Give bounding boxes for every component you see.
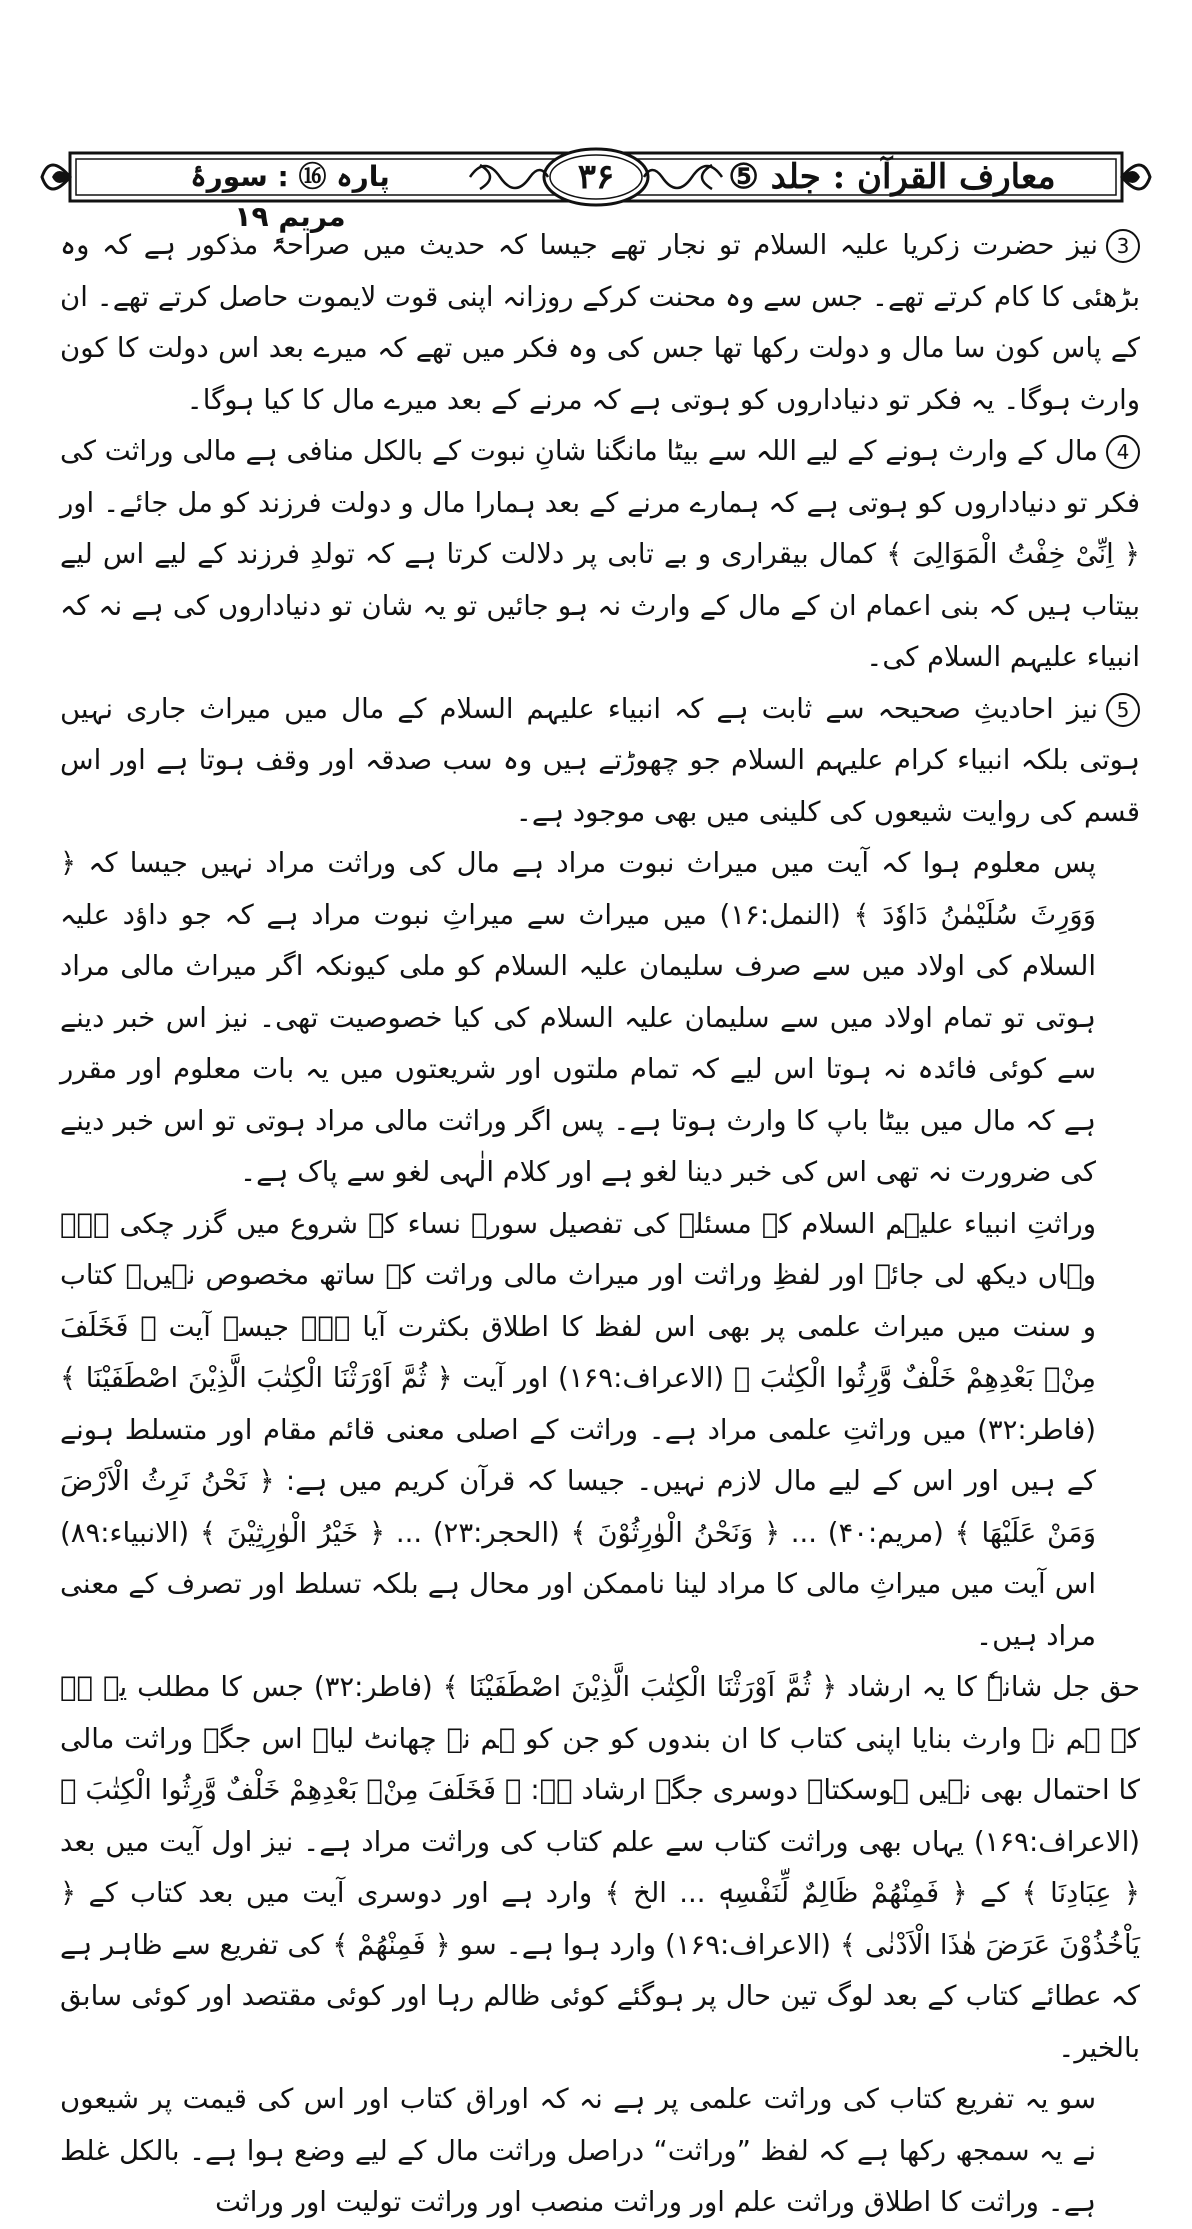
paragraph [60, 1199, 1140, 1663]
paragraph-text: مال کے وارث ہونے کے لیے اللہ سے بیٹا مانگنا شانِ نبوت کے بالکل منافی ہے مالی وراثت کی فکر تو دنیاداروں کو ہوتی ہے کہ ہمارے مرنے کے بعد ہمارا مال و دولت فرزند کو مل جائے۔ اور ﴿ اِنِّیْ خِفْتُ الْمَوَالِیَ ﴾ کمال بیقراری و بے تابی پر دلالت کرتا ہے کہ تولدِ فرزند کے لیے اس لیے بیتاب ہیں کہ بنی اعمام ان کے مال کے وارث نہ ہو جائیں تو یہ شان تو دنیاداروں کی ہے نہ کہ انبیاء علیہم السلام کی۔ [60, 435, 1140, 673]
page-body [60, 220, 1140, 2229]
paragraph-text: نیز حضرت زکریا علیہ السلام تو نجار تھے جیسا کہ حدیث میں صراحۃً مذکور ہے کہ وہ بڑھئی کا کام کرتے تھے۔ جس سے وہ محنت کرکے روزانہ اپنی قوت لایموت حاصل کرتے تھے۔ ان کے پاس کون سا مال و دولت رکھا تھا جس کی وہ فکر میں تھے کہ میرے بعد اس دولت کا کون وارث ہوگا۔ یہ فکر تو دنیاداروں کو ہوتی ہے کہ مرنے کے بعد میرے مال کا کیا ہوگا۔ [60, 229, 1140, 416]
book-title: معارف القرآن : جلد ⑤ [728, 157, 1056, 197]
paragraph-text: نیز احادیثِ صحیحہ سے ثابت ہے کہ انبیاء علیہم السلام کے مال میں میراث جاری نہیں ہوتی بلکہ انبیاء کرام علیہم السلام جو چھوڑتے ہیں وہ سب صدقہ اور وقف ہوتا ہے اور اس قسم کی روایت شیعوں کی کلینی میں بھی موجود ہے۔ [60, 692, 1140, 828]
paragraph-number: 3 [1106, 229, 1140, 263]
paragraph-number: 4 [1106, 435, 1140, 469]
paragraph [60, 684, 1140, 839]
paragraph-text: پس معلوم ہوا کہ آیت میں میراث نبوت مراد ہے مال کی وراثت مراد نہیں جیسا کہ ﴿ وَوَرِثَ سُلَیْمٰنُ دَاوٗدَ ﴾ (النمل:۱۶) میں میراث سے میراثِ نبوت مراد ہے کہ جو داؤد علیہ السلام کی اولاد میں سے صرف سلیمان علیہ السلام کو ملی کیونکہ اگر میراث مالی مراد ہوتی تو تمام اولاد میں سے سلیمان علیہ السلام کی کیا خصوصیت تھی۔ نیز اس خبر دینے سے کوئی فائدہ نہ ہوتا اس لیے کہ تمام ملتوں اور شریعتوں میں یہ بات معلوم اور مقرر ہے کہ مال میں بیٹا باپ کا وارث ہوتا ہے۔ پس اگر وراثت مالی مراد ہوتی تو اس خبر دینے کی ضرورت نہ تھی اس کی خبر دینا لغو ہے اور کلام الٰہی لغو سے پاک ہے۔ [60, 847, 1096, 1188]
paragraph-number: 5 [1106, 693, 1140, 727]
page-number: ۳۶ [577, 157, 615, 197]
paragraph-text: سو یہ تفریع کتاب کی وراثت علمی پر ہے نہ کہ اوراق کتاب اور اس کی قیمت پر شیعوں نے یہ سمجھ رکھا ہے کہ لفظ ”وراثت“ دراصل وراثت مال کے لیے وضع ہوا ہے۔ بالکل غلط ہے۔ وراثت کا اطلاق وراثت علم اور وراثت منصب اور وراثت تولیت اور وراثت [60, 2083, 1096, 2218]
paragraph [60, 838, 1140, 1199]
paragraph [60, 220, 1140, 426]
page-header [40, 145, 1152, 233]
paragraph [60, 426, 1140, 684]
paragraph [60, 1662, 1140, 2074]
paragraph-text: حق جل شانہٗ کا یہ ارشاد ﴿ ثُمَّ اَوْرَثْنَا الْكِتٰبَ الَّذِیْنَ اصْطَفَیْنَا ﴾ (فاطر:۳۲) جس کا مطلب یہ ہے کہ ہم نے وارث بنایا اپنی کتاب کا ان بندوں کو جن کو ہم نے چھانٹ لیا۔ اس جگہ وراثت مالی کا احتمال بھی نہیں ہوسکتا۔ دوسری جگہ ارشاد ہے: ﴿ فَخَلَفَ مِنْۢ بَعْدِهِمْ خَلْفٌ وَّرِثُوا الْكِتٰبَ ﴾ (الاعراف:۱۶۹) یہاں بھی وراثت کتاب سے علم کتاب کی وراثت مراد ہے۔ نیز اول آیت میں بعد ﴿ عِبَادِنَا ﴾ کے ﴿ فَمِنْهُمْ ظَالِمٌ لِّنَفْسِهٖ ... الخ ﴾ وارد ہے اور دوسری آیت میں بعد کتاب کے ﴿ یَاْخُذُوْنَ عَرَضَ هٰذَا الْاَدْنٰی ﴾ (الاعراف:۱۶۹) وارد ہوا ہے۔ سو ﴿ فَمِنْهُمْ ﴾ کی تفریع سے ظاہر ہے کہ عطائے کتاب کے بعد لوگ تین حال پر ہوگئے کوئی ظالم رہا اور کوئی مقتصد اور کوئی سابق بالخیر۔ [60, 1671, 1140, 2064]
paragraph-text: وراثتِ انبیاء علیہم السلام کے مسئلہ کی تفصیل سورۂ نساء کے شروع میں گزر چکی ہے۔ وہاں دیکھ لی جائے اور لفظِ وراثت اور میراث مالی وراثت کے ساتھ مخصوص نہیں۔ کتاب و سنت میں میراث علمی پر بھی اس لفظ کا اطلاق بکثرت آیا ہے۔ جیسے آیت ﴿ فَخَلَفَ مِنْۢ بَعْدِهِمْ خَلْفٌ وَّرِثُوا الْكِتٰبَ ﴾ (الاعراف:۱۶۹) اور آیت ﴿ ثُمَّ اَوْرَثْنَا الْكِتٰبَ الَّذِیْنَ اصْطَفَیْنَا ﴾ (فاطر:۳۲) میں وراثتِ علمی مراد ہے۔ وراثت کے اصلی معنی قائم مقام اور متسلط ہونے کے ہیں اور اس کے لیے مال لازم نہیں۔ جیسا کہ قرآن کریم میں ہے: ﴿ نَحْنُ نَرِثُ الْاَرْضَ وَمَنْ عَلَیْهَا ﴾ (مریم:۴۰) ... ﴿ وَنَحْنُ الْوٰرِثُوْنَ ﴾ (الحجر:۲۳) ... ﴿ خَیْرُ الْوٰرِثِیْنَ ﴾ (الانبیاء:۸۹) اس آیت میں میراثِ مالی کا مراد لینا ناممکن اور محال ہے بلکہ تسلط اور تصرف کے معنی مراد ہیں۔ [60, 1207, 1096, 1652]
surah-section: پارہ ⑯ : سورۂ مریم ۱۹ [190, 160, 390, 233]
paragraph [60, 2074, 1140, 2229]
